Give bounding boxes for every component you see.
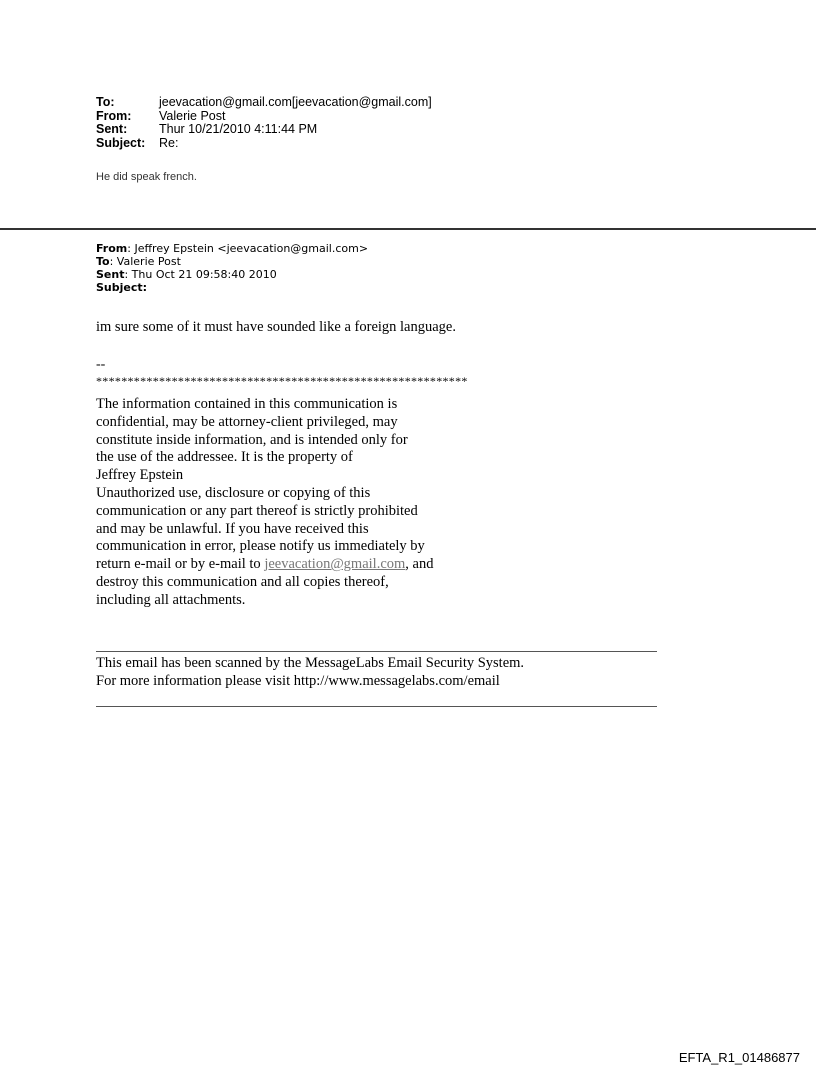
to-label: To: [96, 95, 115, 109]
fwd-sent-row [96, 268, 368, 281]
email-link[interactable]: jeevacation@gmail.com [264, 556, 406, 573]
scan-notice [96, 654, 524, 690]
header-subject-row [96, 137, 432, 151]
fwd-from-label: From [96, 242, 128, 255]
disclaimer-line: communication in error, please notify us immediately by [96, 538, 425, 555]
disclaimer-line: destroy this communication and all copies thereof, [96, 573, 389, 590]
disclaimer-line: and may be unlawful. If you have received this [96, 520, 369, 537]
disclaimer-line: Unauthorized use, disclosure or copying of this [96, 484, 371, 501]
document-id: EFTA_R1_01486877 [678, 1050, 800, 1065]
from-value: Valerie Post [159, 108, 226, 123]
disclaimer-line: Jeffrey Epstein [96, 467, 184, 484]
disclaimer-line: The information contained in this communication is [96, 396, 398, 412]
disclaimer-line: communication or any part thereof is strictly prohibited [96, 502, 418, 519]
fwd-to-label: To [96, 255, 110, 268]
scan-notice-line: For more information please visit http://www.messagelabs.com/email [96, 673, 500, 689]
subject-value: Re: [159, 135, 179, 150]
disclaimer-line: constitute inside information, and is intended only for [96, 431, 408, 448]
fwd-sent-value: : Thu Oct 21 09:58:40 2010 [124, 268, 277, 281]
to-value: jeevacation@gmail.com[jeevacation@gmail.com] [159, 95, 432, 109]
fwd-sent-label: Sent [96, 268, 125, 281]
disclaimer [96, 396, 496, 610]
scan-notice-line: This email has been scanned by the MessageLabs Email Security System. [96, 655, 525, 671]
fwd-to-value: : Valerie Post [109, 255, 181, 268]
fwd-subject-value: : [142, 281, 148, 294]
signature-dashes: -- [96, 357, 106, 372]
fwd-from-value: : Jeffrey Epstein <jeevacation@gmail.com> [127, 242, 369, 255]
fwd-from-row [96, 242, 368, 255]
disclaimer-line-with-link [96, 556, 496, 574]
header-to-row [96, 96, 432, 110]
email-header [96, 96, 432, 150]
fwd-to-row [96, 255, 368, 268]
section-divider [0, 228, 816, 230]
disclaimer-line: including all attachments. [96, 591, 246, 608]
message-body: im sure some of it must have sounded like a foreign language. [96, 319, 456, 335]
disclaimer-text: return e-mail or by e-mail to [96, 556, 265, 573]
header-sent-row [96, 123, 432, 137]
reply-text: He did speak french. [96, 171, 197, 183]
disclaimer-line: the use of the addressee. It is the property of [96, 449, 353, 466]
forwarded-header [96, 242, 368, 294]
sent-value: Thur 10/21/2010 4:11:44 PM [159, 122, 318, 136]
stars-divider: *********************************************************** [96, 374, 468, 388]
scan-notice-top-rule [96, 651, 657, 652]
fwd-subject-label: Subject [96, 281, 143, 294]
disclaimer-text: , and [405, 556, 434, 573]
disclaimer-line: confidential, may be attorney-client privileged, may [96, 413, 398, 430]
scan-notice-bottom-rule [96, 706, 657, 707]
sent-label: Sent: [96, 122, 128, 136]
from-label: From: [96, 108, 132, 123]
subject-label: Subject: [96, 135, 146, 150]
fwd-subject-row [96, 281, 368, 294]
header-from-row [96, 110, 432, 124]
